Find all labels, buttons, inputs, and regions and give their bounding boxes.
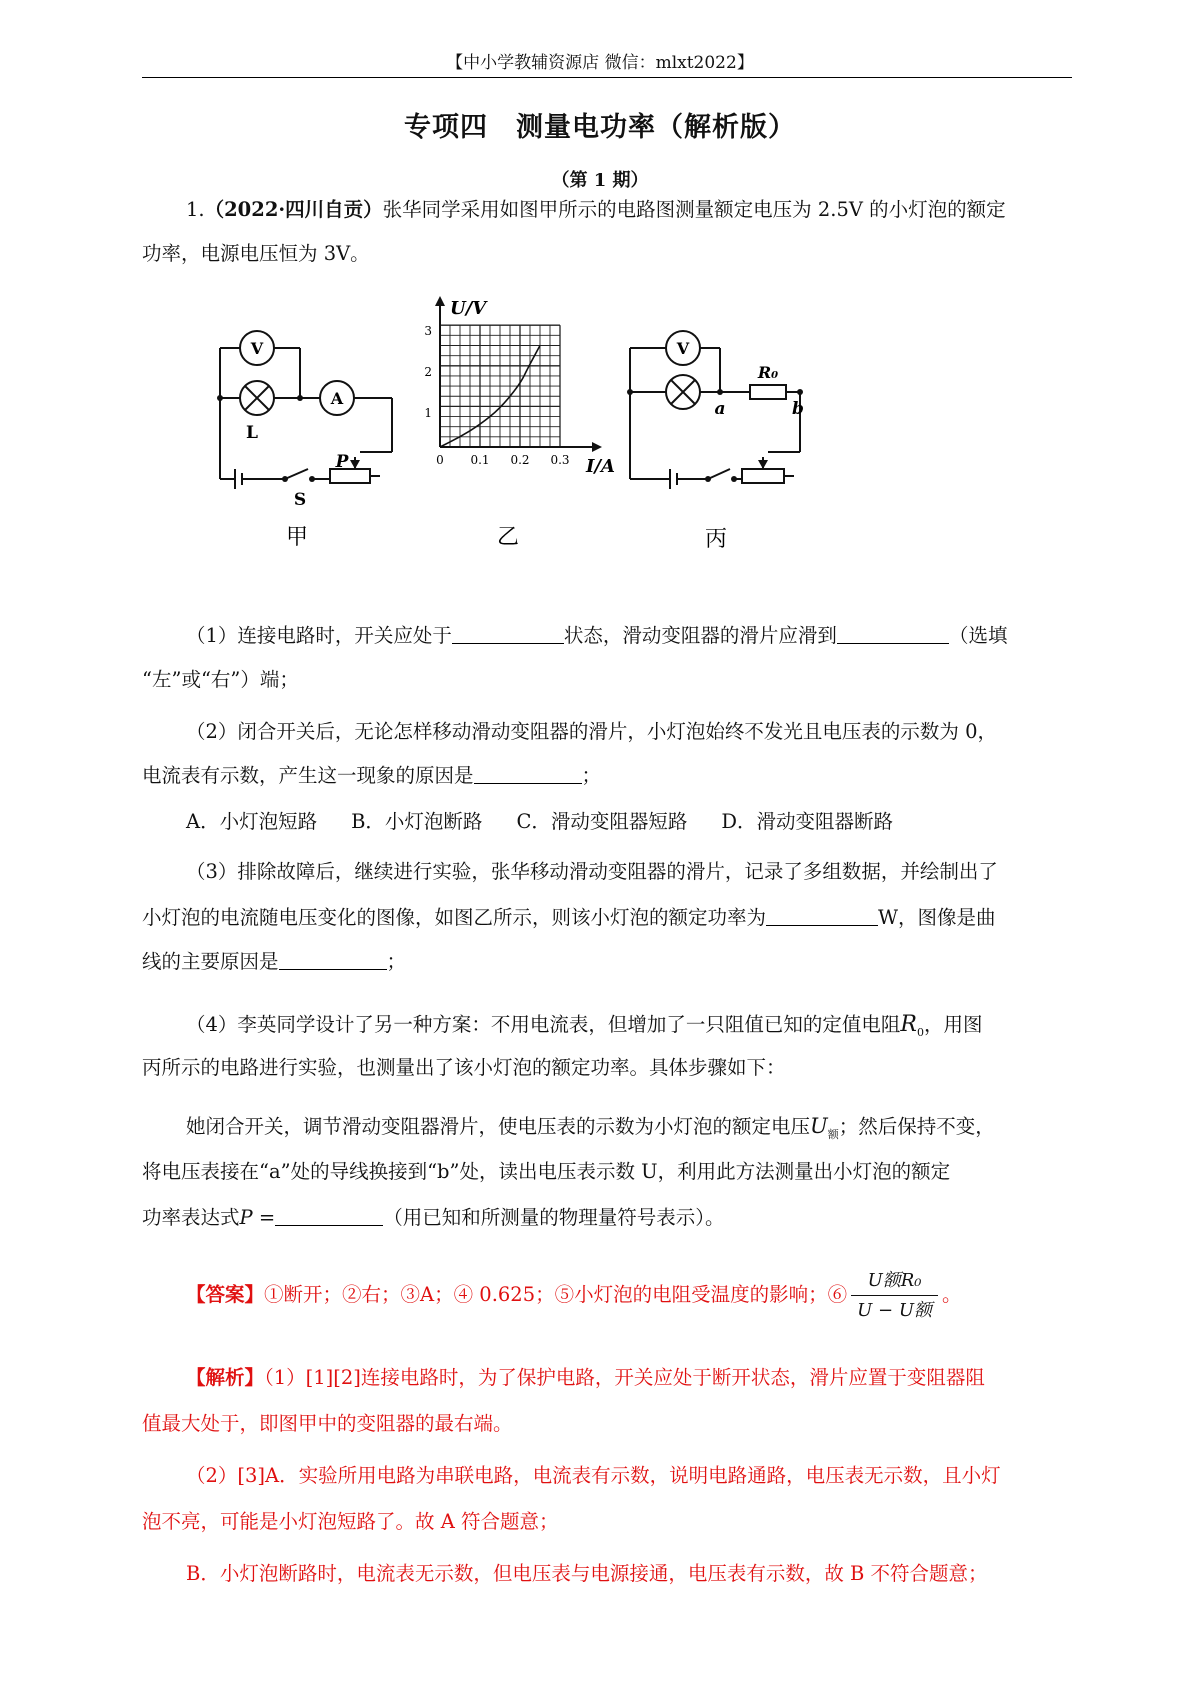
title-part1: 专项四 <box>404 112 488 143</box>
sub3-line3: 线的主要原因是 ； <box>142 950 407 973</box>
jia-lamp-label: L <box>246 423 258 443</box>
question-source: （2022·四川自贡） <box>204 198 383 221</box>
page-header: 【中小学教辅资源店 微信：mlxt2022】 <box>446 53 754 73</box>
question-stem-line1: 1.（2022·四川自贡）张华同学采用如图甲所示的电路图测量额定电压为 2.5V 的小灯泡的额定 <box>186 198 1006 221</box>
answer-tag: 【答案】 <box>186 1283 265 1307</box>
option-a[interactable]: A．小灯泡短路 <box>186 810 318 833</box>
bing-resistor-label: R₀ <box>757 363 779 382</box>
answer-blank-1[interactable] <box>452 623 564 644</box>
analysis-p1-line2: 值最大处于，即图甲中的变阻器的最右端。 <box>142 1412 513 1435</box>
analysis-p3-line1: B．小灯泡断路时，电流表无示数，但电压表与电源接通，电压表有示数，故 B 不符合题意； <box>186 1562 988 1585</box>
header-divider <box>142 77 1072 78</box>
sub2-line2: 电流表有示数，产生这一现象的原因是 ； <box>142 764 602 787</box>
sub3-line2: 小灯泡的电流随电压变化的图像，如图乙所示，则该小灯泡的额定功率为 W，图像是曲 <box>142 906 996 929</box>
yi-caption: 乙 <box>496 525 520 550</box>
jia-slider-label: P <box>335 452 349 472</box>
sub4-line1: （4）李英同学设计了另一种方案：不用电流表，但增加了一只阻值已知的定值电阻$R_0$，用图 <box>186 1012 983 1039</box>
sub1-line1: （1）连接电路时，开关应处于 状态，滑动变阻器的滑片应滑到 （选填 <box>186 624 1008 647</box>
jia-caption: 甲 <box>285 525 309 550</box>
title-part2: 测量电功率（解析版） <box>516 112 796 143</box>
option-b[interactable]: B．小灯泡断路 <box>351 810 483 833</box>
question-stem-line2: 功率，电源电压恒为 3V。 <box>142 242 370 265</box>
sub4-line2: 丙所示的电路进行实验，也测量出了该小灯泡的额定功率。具体步骤如下： <box>142 1056 786 1079</box>
bing-point-b: b <box>792 399 804 419</box>
bing-caption: 丙 <box>704 527 728 552</box>
figure-yi-chart <box>424 296 615 550</box>
yi-x-tick-0.1: 0.1 <box>470 453 490 467</box>
yi-grid <box>440 325 560 447</box>
yi-y-tick-2: 2 <box>424 365 432 379</box>
bing-point-a: a <box>714 399 726 419</box>
jia-voltmeter-label: V <box>250 339 264 358</box>
page-title <box>0 105 1200 144</box>
option-d[interactable]: D．滑动变阻器断路 <box>721 810 893 833</box>
yi-x-tick-0: 0 <box>436 453 444 467</box>
yi-y-tick-3: 3 <box>424 324 432 338</box>
yi-x-tick-0.3: 0.3 <box>550 453 570 467</box>
answer-text: ①断开；②右；③A；④ 0.625；⑤小灯泡的电阻受温度的影响；⑥ <box>264 1283 848 1307</box>
sub4-line4: 将电压表接在“a”处的导线换接到“b”处，读出电压表示数 U，利用此方法测量出小灯泡的额定 <box>142 1160 951 1183</box>
yi-x-axis-label: I/A <box>586 456 615 477</box>
sub1-line2: “左”或“右”）端； <box>142 668 299 691</box>
answer-blank-2[interactable] <box>837 623 949 644</box>
yi-x-tick-0.2: 0.2 <box>510 453 530 467</box>
sub3-line1: （3）排除故障后，继续进行实验，张华移动滑动变阻器的滑片，记录了多组数据，并绘制出了 <box>186 860 998 883</box>
yi-y-axis-label: U/V <box>450 298 487 319</box>
question-number: 1. <box>186 198 205 221</box>
answer-blank-3[interactable] <box>474 763 582 784</box>
option-c[interactable]: C．滑动变阻器短路 <box>516 810 688 833</box>
sub4-line5: 功率表达式P = （用已知和所测量的物理量符号表示）。 <box>142 1206 725 1229</box>
answer-blank-6[interactable] <box>275 1205 383 1226</box>
analysis-p2-line2: 泡不亮，可能是小灯泡短路了。故 A 符合题意； <box>142 1510 559 1533</box>
jia-ammeter-label: A <box>330 389 344 408</box>
analysis-p2-line1: （2）[3]A．实验所用电路为串联电路，电流表有示数，说明电路通路，电压表无示数，且小灯 <box>186 1464 1001 1487</box>
answer-block: 【答案】①断开；②右；③A；④ 0.625；⑤小灯泡的电阻受温度的影响；⑥ $\frac{\text{U额R₀}}{\text{U − U额}}$ 。 <box>142 1268 1116 1323</box>
bing-voltmeter-label: V <box>676 339 690 358</box>
options-row <box>142 808 1116 835</box>
analysis-p1-line1: 【解析】（1）[1][2]连接电路时，为了保护电路，开关应处于断开状态，滑片应置于变阻器阻 <box>186 1366 985 1389</box>
jia-switch-label: S <box>293 490 307 510</box>
period-label: （第 1 期） <box>551 170 649 191</box>
answer-blank-4[interactable] <box>766 905 878 926</box>
sub4-line3: 她闭合开关，调节滑动变阻器滑片，使电压表的示数为小灯泡的额定电压$U_额$；然后保持不变， <box>186 1114 995 1141</box>
answer-fraction: $\frac{\text{U额R₀}}{\text{U − U额}}$ <box>851 1268 938 1323</box>
sub2-line1: （2）闭合开关后，无论怎样移动滑动变阻器的滑片，小灯泡始终不发光且电压表的示数为 0， <box>186 720 998 743</box>
figures-panel <box>190 292 900 560</box>
answer-blank-5[interactable] <box>279 949 387 970</box>
analysis-tag: 【解析】 <box>186 1366 265 1389</box>
yi-y-tick-1: 1 <box>424 406 432 420</box>
figure-jia <box>220 331 392 489</box>
